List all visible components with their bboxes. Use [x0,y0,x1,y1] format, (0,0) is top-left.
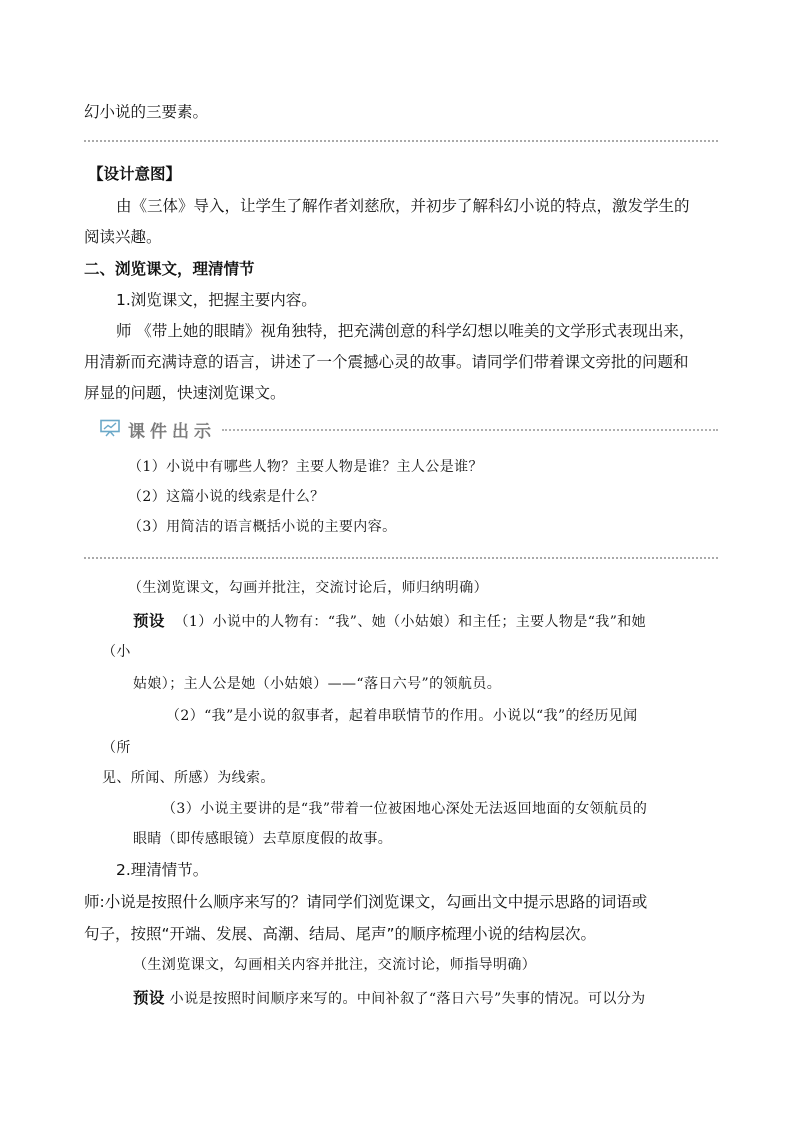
text-line: 见、所闻、所感）为线索。 [102,770,275,786]
question-item: （3）用简洁的语言概括小说的主要内容。 [128,519,397,535]
text-line: 眼睛（即传感眼镜）去草原度假的故事。 [133,831,393,847]
text-line: 屏显的问题，快速浏览课文。 [84,384,286,402]
section-title: 二、浏览课文，理清情节 [84,259,255,278]
preset-line [133,989,646,1008]
text-line: 阅读兴趣。 [84,228,162,246]
text-line: （小 [102,644,131,660]
activity-note: （生浏览课文，勾画相关内容并批注，交流讨论，师指导明确） [133,957,537,973]
preset-label: 预设 [133,611,165,630]
text-line: 用清新而充满诗意的语言，讲述了一个震撼心灵的故事。请同学们带着课文旁批的问题和 [84,353,689,371]
section-divider [84,557,718,559]
text-line: 句子，按照“开端、发展、高潮、结局、尾声”的顺序梳理小说的结构层次。 [84,925,597,943]
preset-label: 预设 [133,988,165,1007]
banner-rule [222,429,718,431]
step-heading: 2.理清情节。 [116,861,209,879]
banner-title: 课件出示 [128,422,216,442]
activity-note: （生浏览课文，勾画并批注，交流讨论后，师归纳明确） [128,580,488,596]
text-line: 由《三体》导入，让学生了解作者刘慈欣，并初步了解科幻小说的特点，激发学生的 [116,197,690,215]
courseware-banner [100,416,718,442]
preset-line [133,612,646,631]
design-intent-heading: 【设计意图】 [88,164,182,183]
text-line: （所 [102,740,131,756]
text-line: 姑娘）；主人公是她（小姑娘）——“落日六号”的领航员。 [133,676,502,692]
text-line: （2）“我”是小说的叙事者，起着串联情节的作用。小说以“我”的经历见闻 [166,708,638,724]
section-divider [84,140,718,142]
question-item: （2）这篇小说的线索是什么？ [128,489,325,505]
question-item: （1）小说中有哪些人物？主要人物是谁？主人公是谁？ [128,459,483,475]
text-line: （3）小说主要讲的是“我”带着一位被困地心深处无法返回地面的女领航员的 [162,801,648,817]
text-line: 师 《带上她的眼睛》视角独特，把充满创意的科学幻想以唯美的文学形式表现出来， [116,322,695,340]
presentation-board-icon [100,419,120,437]
text-line: 师:小说是按照什么顺序来写的？请同学们浏览课文，勾画出文中提示思路的词语或 [84,893,648,911]
text-line: 幻小说的三要素。 [84,103,209,121]
preset-text: 小说是按照时间顺序来写的。中间补叙了“落日六号”失事的情况。可以分为 [169,991,646,1007]
preset-text: （1）小说中的人物有：“我”、她（小姑娘）和主任；主要人物是“我”和她 [174,614,647,630]
step-heading: 1.浏览课文，把握主要内容。 [116,291,317,309]
